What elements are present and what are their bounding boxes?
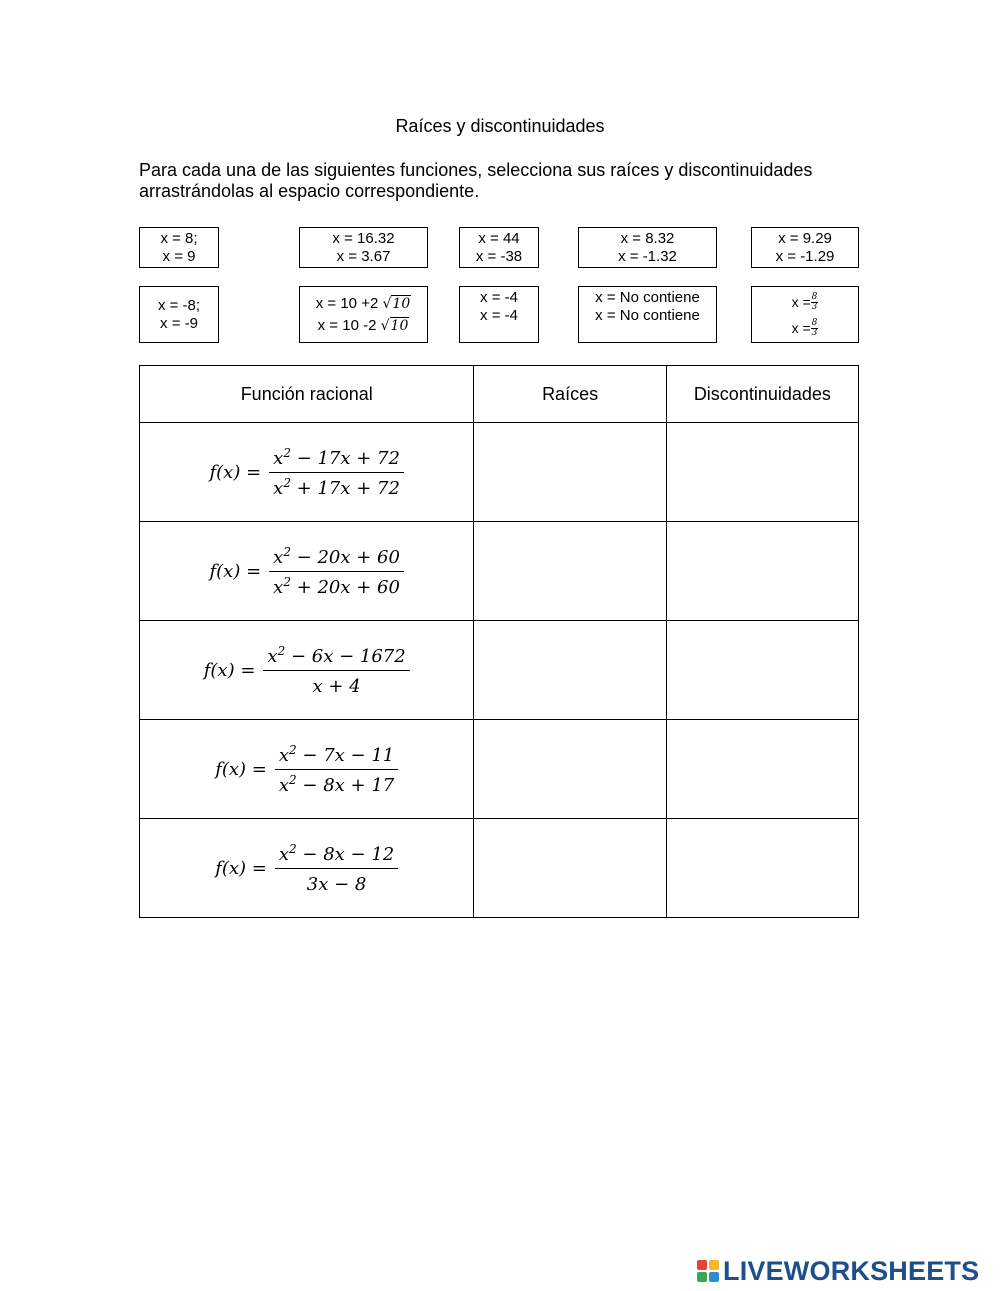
function-lhs: f(x) = — [209, 560, 262, 582]
term: − 8x + 17 — [296, 774, 395, 796]
instructions: Para cada una de las siguientes funciones, selecciona sus raíces y discontinuidades arrastrándolas al espacio correspondiente. — [139, 160, 813, 201]
term: x — [278, 744, 290, 766]
exponent: 2 — [289, 742, 297, 757]
chip-line: x = 3.67 — [336, 247, 391, 265]
chip-line — [318, 315, 410, 337]
function-cell — [140, 621, 474, 720]
exponent: 2 — [289, 772, 297, 787]
discontinuities-drop-cell[interactable] — [666, 819, 858, 918]
roots-drop-zone[interactable] — [474, 720, 665, 818]
header-funcion-racional: Función racional — [140, 366, 474, 423]
chip-line: x = -9 — [160, 314, 198, 332]
answer-chip-7[interactable] — [299, 286, 428, 343]
function-lhs: f(x) = — [215, 758, 267, 780]
chip-line: x = 44 — [478, 229, 520, 247]
exponent: 2 — [283, 574, 291, 589]
term: x — [273, 447, 284, 469]
logo-square — [697, 1272, 707, 1282]
chip-line: x = 16.32 — [332, 229, 395, 247]
liveworksheets-logo — [697, 1256, 979, 1286]
chip-line: x = No contiene — [595, 289, 700, 306]
chip-line: x = -1.29 — [775, 247, 835, 265]
denominator — [308, 671, 364, 697]
denominator — [269, 473, 404, 499]
fraction — [275, 743, 398, 796]
fraction — [811, 319, 819, 338]
chip-line: x = -38 — [475, 247, 523, 265]
term: x — [273, 546, 284, 568]
answer-chip-4[interactable] — [578, 227, 717, 268]
function-cell — [140, 423, 474, 522]
chip-line — [792, 315, 819, 341]
function-cell — [140, 819, 474, 918]
rational-function — [140, 545, 473, 598]
numerator — [263, 644, 409, 671]
fraction — [269, 446, 404, 499]
denominator: 3 — [811, 328, 818, 339]
chip-line — [792, 289, 819, 315]
discontinuities-drop-cell[interactable] — [666, 423, 858, 522]
function-lhs: f(x) = — [209, 461, 262, 483]
roots-drop-cell[interactable] — [474, 819, 666, 918]
term: x — [273, 576, 284, 598]
discontinuities-drop-cell[interactable] — [666, 522, 858, 621]
discontinuities-drop-zone[interactable] — [667, 819, 858, 917]
roots-drop-zone[interactable] — [474, 621, 665, 719]
chip-line-prefix: x = — [791, 293, 811, 310]
fraction — [269, 545, 404, 598]
chip-line: x = 8.32 — [620, 229, 675, 247]
answer-chip-9[interactable] — [578, 286, 717, 343]
function-cell — [140, 720, 474, 819]
logo-text: LIVEWORKSHEETS — [723, 1255, 980, 1286]
term: x — [273, 477, 284, 499]
numerator — [269, 446, 404, 473]
numerator — [275, 842, 398, 869]
chip-line: x = -4 — [480, 307, 518, 324]
radicand: 10 — [390, 317, 409, 334]
logo-square — [697, 1260, 707, 1270]
fraction — [263, 644, 409, 697]
rational-function — [140, 446, 473, 499]
function-lhs: f(x) = — [215, 857, 267, 879]
header-raices: Raíces — [474, 366, 666, 423]
table-row — [140, 522, 859, 621]
header-discontinuidades: Discontinuidades — [666, 366, 858, 423]
roots-drop-zone[interactable] — [474, 423, 665, 521]
rational-function — [140, 743, 473, 796]
numerator: 8 — [811, 292, 818, 303]
fraction — [811, 293, 819, 312]
term: 3x − 8 — [306, 873, 367, 895]
exponent: 2 — [283, 445, 291, 460]
chip-line: x = 9 — [162, 247, 196, 265]
exponent: 2 — [283, 475, 291, 490]
page-title: Raíces y discontinuidades — [395, 116, 605, 136]
function-cell — [140, 522, 474, 621]
denominator — [275, 770, 398, 796]
table-row — [140, 720, 859, 819]
roots-drop-cell[interactable] — [474, 522, 666, 621]
term: x — [278, 843, 290, 865]
numerator: 8 — [811, 318, 818, 329]
term: − 20x + 60 — [290, 546, 400, 568]
logo-square — [709, 1260, 719, 1270]
exponent: 2 — [283, 544, 291, 559]
table-header-row — [140, 366, 859, 423]
term: − 6x − 1672 — [285, 645, 406, 667]
chip-line — [316, 293, 411, 315]
table-row — [140, 423, 859, 522]
answer-chip-3[interactable] — [459, 227, 539, 268]
logo-mark-icon — [697, 1260, 719, 1282]
discontinuities-drop-zone[interactable] — [667, 423, 858, 521]
discontinuities-drop-cell[interactable] — [666, 720, 858, 819]
term: − 17x + 72 — [290, 447, 400, 469]
roots-drop-cell[interactable] — [474, 720, 666, 819]
roots-drop-zone[interactable] — [474, 819, 665, 917]
discontinuities-drop-zone[interactable] — [667, 621, 858, 719]
term: x — [278, 774, 290, 796]
denominator — [269, 572, 404, 598]
discontinuities-drop-zone[interactable] — [667, 720, 858, 818]
answer-chip-5[interactable] — [751, 227, 859, 268]
exponent: 2 — [289, 841, 297, 856]
answer-chip-2[interactable] — [299, 227, 428, 268]
chip-line: x = -1.32 — [618, 247, 677, 265]
numerator — [269, 545, 404, 572]
answer-chip-6[interactable] — [139, 286, 219, 343]
answer-table — [139, 365, 859, 918]
table-row — [140, 621, 859, 720]
term: + 20x + 60 — [290, 576, 400, 598]
answer-chip-1[interactable] — [139, 227, 219, 268]
sqrt-symbol: √10 — [382, 295, 411, 312]
term: − 8x − 12 — [296, 843, 395, 865]
chip-line: x = -8; — [157, 296, 201, 314]
answer-chip-8[interactable] — [459, 286, 539, 343]
roots-drop-cell[interactable] — [474, 423, 666, 522]
term: − 7x − 11 — [296, 744, 395, 766]
chip-line-prefix: x = — [791, 319, 811, 336]
chip-line: x = No contiene — [595, 307, 700, 324]
denominator: 3 — [811, 302, 818, 313]
roots-drop-zone[interactable] — [474, 522, 665, 620]
exponent: 2 — [277, 643, 286, 658]
rational-function — [140, 644, 473, 697]
denominator — [303, 869, 371, 895]
numerator — [275, 743, 398, 770]
chip-line-prefix: x = 10 +2 — [315, 294, 379, 312]
discontinuities-drop-cell[interactable] — [666, 621, 858, 720]
answer-chip-10[interactable] — [751, 286, 859, 343]
chip-line: x = 8; — [160, 229, 198, 247]
table-row — [140, 819, 859, 918]
chip-line: x = -4 — [480, 289, 518, 306]
rational-function — [140, 842, 473, 895]
chip-line: x = 9.29 — [778, 229, 832, 247]
logo-square — [709, 1272, 719, 1282]
radicand: 10 — [392, 295, 411, 312]
sqrt-symbol: √10 — [380, 317, 409, 334]
function-lhs: f(x) = — [203, 659, 256, 681]
roots-drop-cell[interactable] — [474, 621, 666, 720]
discontinuities-drop-zone[interactable] — [667, 522, 858, 620]
fraction — [275, 842, 398, 895]
term: x — [267, 645, 278, 667]
term: + 17x + 72 — [290, 477, 400, 499]
chip-line-prefix: x = 10 -2 — [317, 316, 377, 334]
term: x + 4 — [312, 675, 361, 697]
